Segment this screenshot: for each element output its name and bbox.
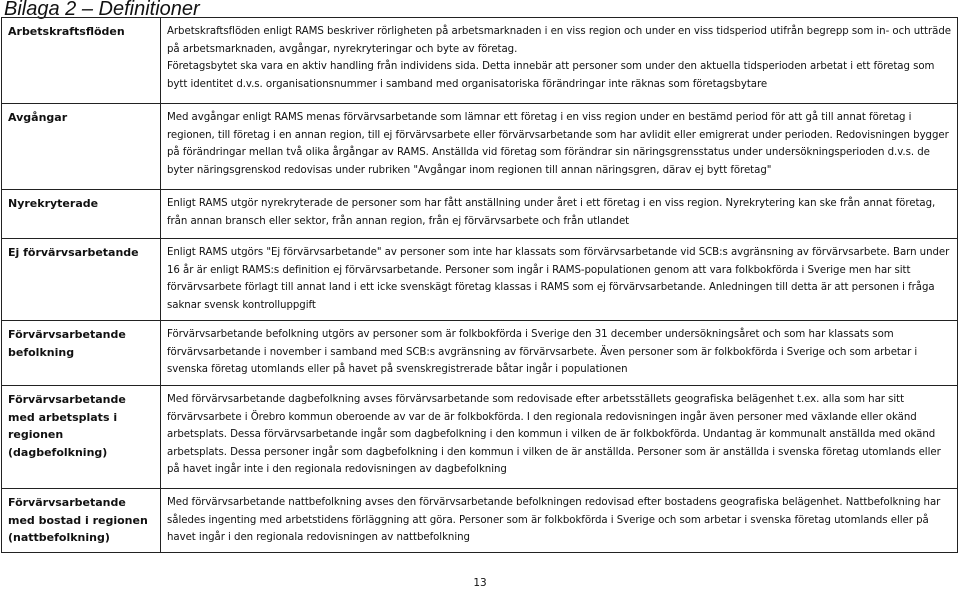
definition-paragraph: Med förvärvsarbetande nattbefolkning avses den förvärvsarbetande befolkningen redovisad efter bostadens geografiska belägenhet. Nattbefolkning har således ingenting med arbetstidens förläggning att göra. Personer som är folkbokförda i Sverige och som arbetar i svenska företag utomlands eller på havet ingår i den regionala redovisningen av nattbefolkning: [167, 497, 941, 543]
definition-paragraph: Enligt RAMS utgörs "Ej förvärvsarbetande" av personer som inte har klassats som förvärvsarbetande vid SCB:s avgränsning av förvärvsarbete. Barn under 16 år är enligt RAMS:s definition ej förvärvsarbetande. Personer som ingår i RAMS-populationen genom att vara folkbokförda i Sverige men har sitt förvärvsarbete förlagt till annat land i ett icke svenskägt företag klassas i RAMS som ej förvärvsarbetande. Anledningen till detta är att personen i fråga saknar svensk kontrolluppgift: [167, 247, 950, 311]
definition-paragraph: Med förvärvsarbetande dagbefolkning avses förvärvsarbetande som redovisade efter arbetsställets geografiska belägenhet t.ex. alla som har sitt förvärvsarbete i Örebro kommun oberoende av var de är folkbokförda. I den regionala redovisningen ingår även personer med växlande eller okänd arbetsplats. Dessa förvärvsarbetande ingår som dagbefolkning i den kommun i vilken de är folkbokförda. Undantag är kommunalt anställda med okänd arbetsplats. Dessa personer ingår som dagbefolkning i den kommun i vilken de är anställda. Personer som är anställda i svenska företag utomlands eller på havet ingår inte i den regionala redovisningen av dagbefolkning: [167, 394, 941, 475]
definition-term: Nyrekryterade: [2, 190, 161, 239]
definition-row: [2, 321, 958, 386]
definition-text: [161, 386, 958, 489]
page-number: 13: [473, 577, 487, 589]
definition-term: Ej förvärvsarbetande: [2, 239, 161, 321]
definition-term: Förvärvsarbetande befolkning: [2, 321, 161, 386]
page-title: Bilaga 2 – Definitioner: [4, 0, 200, 20]
definition-term: Förvärvsarbetande med arbetsplats i regionen (dagbefolkning): [2, 386, 161, 489]
definition-row: [2, 386, 958, 489]
definition-text: [161, 489, 958, 553]
definition-text: [161, 239, 958, 321]
definition-row: [2, 190, 958, 239]
definition-paragraph: Med avgångar enligt RAMS menas förvärvsarbetande som lämnar ett företag i en viss region under en bestämd period för att gå till annat företag i regionen, till företag i en annan region, till ej förvärvsarbete eller förvärvsarbetande som har avlidit eller emigrerat under perioden. Redovisningen bygger på förändringar mellan två olika årgångar av RAMS. Anställda vid företag som förändrar sin näringsgrensstatus under undersökningsperioden d.v.s. de byter näringsgrenskod redovisas under rubriken "Avgångar inom regionen till annan näringsgren, därav ej bytt företag": [167, 112, 949, 176]
definition-paragraph: Förvärvsarbetande befolkning utgörs av personer som är folkbokförda i Sverige den 31 december undersökningsåret och som har klassats som förvärvsarbetande i november i samband med SCB:s avgränsning av förvärvsarbete. Även personer som är folkbokförda i Sverige och som arbetar i svenska företag utomlands eller på havet på svenskregistrerade båtar ingår i populationen: [167, 329, 918, 375]
definition-text: [161, 190, 958, 239]
definition-term: Arbetskraftsflöden: [2, 18, 161, 104]
definition-paragraph: Företagsbytet ska vara en aktiv handling från individens sida. Detta innebär att personer som under den aktuella tidsperioden arbetat i ett företag som bytt identitet d.v.s. organisationsnummer i samband med organisatoriska förändringar inte räknas som företagsbytare: [167, 61, 935, 90]
definition-row: [2, 18, 958, 104]
definition-text: [161, 104, 958, 190]
definition-row: [2, 489, 958, 553]
definition-term: Avgångar: [2, 104, 161, 190]
definition-row: [2, 239, 958, 321]
definition-row: [2, 104, 958, 190]
definition-text: [161, 18, 958, 104]
definition-term: Förvärvsarbetande med bostad i regionen (nattbefolkning): [2, 489, 161, 553]
definitions-table: [1, 17, 958, 553]
definition-paragraph: Arbetskraftsflöden enligt RAMS beskriver rörligheten på arbetsmarknaden i en viss region och under en viss tidsperiod utifrån begrepp som in- och utträde på arbetsmarknaden, avgångar, nyrekryteringar och byte av företag.: [167, 26, 951, 55]
definition-text: [161, 321, 958, 386]
definition-paragraph: Enligt RAMS utgör nyrekryterade de personer som har fått anställning under året i ett företag i en viss region. Nyrekrytering kan ske från annat företag, från annan bransch eller sektor, från annan region, från ej förvärvsarbete och från utlandet: [167, 198, 936, 227]
